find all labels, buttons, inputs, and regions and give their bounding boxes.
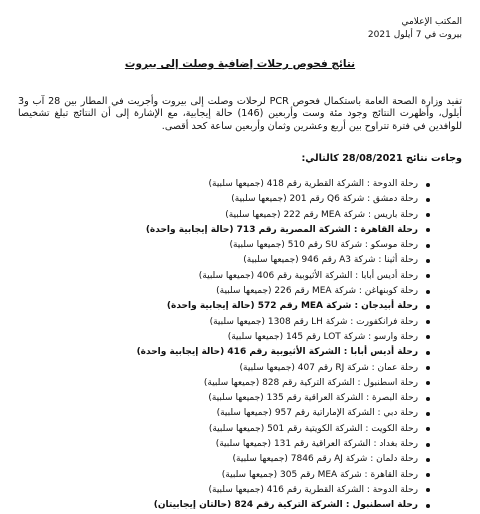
document-title: نتائج فحوص رحلات إضافية وصلت إلى بيروت — [124, 58, 356, 70]
flight-result-item: رحلة الكويت : الشركة الكويتية رقم 501 (جميعها سلبية) — [40, 422, 430, 437]
flight-result-item: رحلة دبي : الشركة الإماراتية رقم 957 (جميعها سلبية) — [40, 406, 430, 421]
flight-result-item: رحلة أديس أبابا : الشركة الأثيوبية رقم 416 (حالة إيجابية واحدة) — [40, 345, 430, 360]
flight-result-item: رحلة موسكو : شركة SU رقم 510 (جميعها سلبية) — [40, 238, 430, 253]
flight-result-item: رحلة كوبنهاغن : شركة MEA رقم 226 (جميعها سلبية) — [40, 284, 430, 299]
results-heading: وجاءت نتائج 28/08/2021 كالتالي: — [301, 153, 462, 164]
release-date: بيروت في 7 أيلول 2021 — [367, 30, 462, 40]
flight-result-item: رحلة البصرة : الشركة العراقية رقم 135 (جميعها سلبية) — [40, 391, 430, 406]
flight-result-item: رحلة فرانكفورت : شركة LH رقم 1308 (جميعها سلبية) — [40, 315, 430, 330]
flight-result-item: رحلة القاهرة : الشركة المصرية رقم 713 (حالة إيجابية واحدة) — [40, 223, 430, 238]
flight-result-item: رحلة دمشق : شركة Q6 رقم 201 (جميعها سلبية) — [40, 192, 430, 207]
flight-result-item: رحلة عمان : شركة RJ رقم 407 (جميعها سلبية) — [40, 361, 430, 376]
flight-result-item: رحلة دلمان : شركة AJ رقم 7846 (جميعها سلبية) — [40, 452, 430, 467]
flight-results-list — [40, 177, 430, 514]
flight-result-item: رحلة أثينا : شركة A3 رقم 946 (جميعها سلبية) — [40, 253, 430, 268]
flight-result-item: رحلة القاهرة : شركة MEA رقم 305 (جميعها سلبية) — [40, 468, 430, 483]
flight-result-item: رحلة أبيدجان : شركة MEA رقم 572 (حالة إيجابية واحدة) — [40, 299, 430, 314]
flight-result-item: رحلة وارسو : شركة LOT رقم 145 (جميعها سلبية) — [40, 330, 430, 345]
flight-result-item: رحلة اسطنبول : الشركة التركية رقم 824 (حالتان إيجابيتان) — [40, 498, 430, 513]
flight-result-item: رحلة الدوحة : الشركة القطرية رقم 418 (جميعها سلبية) — [40, 177, 430, 192]
flight-result-item: رحلة أديس أبابا : الشركة الأثيوبية رقم 406 (جميعها سلبية) — [40, 269, 430, 284]
flight-result-item: رحلة الدوحة : الشركة القطرية رقم 416 (جميعها سلبية) — [40, 483, 430, 498]
office-label: المكتب الإعلامي — [401, 17, 462, 27]
flight-result-item: رحلة بغداد : الشركة العراقية رقم 131 (جميعها سلبية) — [40, 437, 430, 452]
flight-result-item: رحلة باريس : شركة MEA رقم 222 (جميعها سلبية) — [40, 208, 430, 223]
intro-paragraph: تفيد وزارة الصحة العامة باستكمال فحوص PCR لرحلات وصلت إلى بيروت وأجريت في المطار بين 28 آب و3 أيلول، وأظهرت النتائج وجود مئة وست وأربعين (146) حالة إيجابية، مع الإشارة إلى أن النتائج تبلغ تشخيصا للوافدين في فترة تتراوح بين أربع وعشرين وثمان وأربعين ساعة كحد أقصى. — [18, 96, 462, 132]
flight-result-item: رحلة اسطنبول : الشركة التركية رقم 828 (جميعها سلبية) — [40, 376, 430, 391]
